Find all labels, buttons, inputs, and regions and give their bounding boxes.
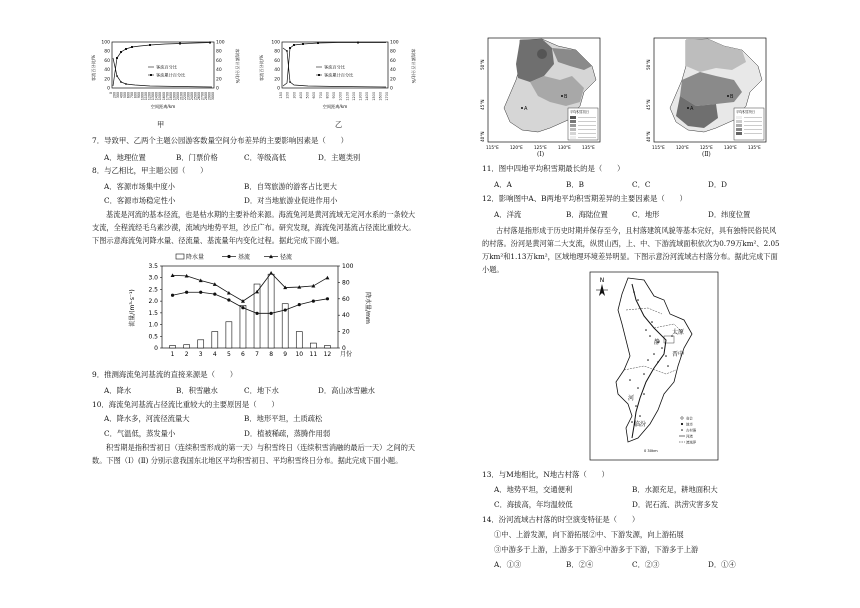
jia-xlabel: 空间距离/km	[150, 104, 176, 109]
xtick: 700	[130, 92, 135, 99]
map2-lon-135: 135°E	[748, 145, 761, 150]
y-axis-label: 流量/(m³·s⁻¹)	[129, 289, 136, 327]
q11-option-b[interactable]: B．B	[566, 180, 585, 189]
map2-lon-125: 125°E	[700, 145, 713, 150]
map1-caption: (Ⅰ)	[537, 151, 545, 158]
q10-option-c[interactable]: C．气温低，蒸发量小	[104, 429, 176, 438]
ytick-label: 1.5	[148, 309, 158, 317]
q11-stem: 11．图中四地平均积雪期最长的是（ ）	[482, 164, 625, 173]
ytick-left: 0	[277, 86, 280, 92]
baseflow-point	[312, 300, 315, 303]
map1-lat-50: 50°N	[480, 59, 485, 70]
baseflow-point	[227, 298, 230, 301]
baseflow-point	[284, 308, 287, 311]
yi-legend-1: 客流百分比	[324, 64, 345, 70]
xtick: 1700	[385, 92, 389, 101]
runoff-point	[325, 276, 329, 280]
map1-point-b: B	[564, 94, 568, 100]
ytick-left: 20	[104, 77, 110, 83]
xtick: 2200	[182, 92, 187, 101]
snow-map-2	[646, 36, 774, 154]
y2tick-label: 80	[342, 279, 350, 287]
baseflow-point	[213, 293, 216, 296]
xtick: 300	[116, 92, 121, 99]
xtick: 200	[112, 92, 117, 99]
fen-river-map	[588, 270, 720, 462]
map1-lon-130: 130°E	[558, 145, 571, 150]
q14-option-c[interactable]: C．②③	[632, 560, 660, 569]
baseflow-point	[270, 312, 273, 315]
q13-stem: 13．与M地相比，N地古村落（ ）	[482, 470, 609, 479]
ytick-label: 2.0	[148, 298, 158, 306]
precip-bar	[198, 340, 204, 348]
xtick: 1300	[151, 92, 156, 101]
xtick: 2800	[203, 92, 208, 101]
snow-map-1	[480, 36, 608, 154]
map1-lon-115: 115°E	[486, 145, 499, 150]
map1-legend-title: 平均积雪初日	[570, 110, 590, 114]
yi-yright-label: 客流累计百分比/%	[411, 48, 416, 84]
svg-text:流域界: 流域界	[686, 440, 697, 445]
q7-option-b[interactable]: B．门票价格	[176, 153, 218, 162]
ytick-label: 0.5	[148, 333, 158, 341]
xtick: 900	[332, 92, 336, 99]
xtick-label: 1	[170, 351, 175, 358]
map2-lat-45: 45°N	[646, 99, 651, 110]
ytick-right: 60	[216, 58, 222, 64]
xtick: 1700	[165, 92, 170, 101]
xtick: 2900	[207, 92, 212, 101]
q7-option-c[interactable]: C．等级高低	[244, 153, 287, 162]
q8-stem: 8．与乙相比，甲主题公园（ ）	[92, 166, 208, 175]
q14-statement-1: ①中、上游发源，向下游拓展②中、下游发源，向上游拓展	[494, 530, 684, 539]
legend-marker-baseflow	[227, 255, 230, 258]
legend-label-precip: 降水量	[186, 254, 205, 261]
ytick-left: 40	[274, 68, 280, 74]
q12-option-a[interactable]: A．洋流	[494, 210, 522, 219]
y2tick-label: 0	[342, 345, 346, 352]
baseflow-point	[255, 312, 258, 315]
xtick: 400	[119, 92, 124, 99]
q7-option-d[interactable]: D．主题类别	[318, 153, 361, 162]
q10-option-b[interactable]: B．地形平坦，土质疏松	[244, 414, 323, 423]
xtick-label: 3	[198, 351, 203, 358]
runoff-line	[173, 273, 328, 301]
yi-caption: 乙	[335, 120, 343, 129]
q14-option-d[interactable]: D．①④	[708, 560, 736, 569]
xtick-label: 5	[226, 351, 231, 358]
xtick: 1200	[147, 92, 152, 101]
map1-point-a: A	[524, 106, 528, 112]
q9-option-c[interactable]: C．地下水	[244, 386, 279, 395]
precip-bar	[184, 345, 190, 348]
ytick-right: 40	[216, 68, 222, 74]
q9-option-d[interactable]: D．高山冰雪融水	[318, 386, 375, 395]
ytick-right: 60	[390, 58, 396, 64]
xtick-label: 10	[295, 351, 304, 358]
xtick: 800	[133, 92, 138, 99]
jia-legend-2: 客流累计百分比	[156, 72, 186, 78]
q14-option-b[interactable]: B．②④	[566, 560, 594, 569]
q14-statement-2: ③中游多于上游，上游多于下游④中游多于下游，下游多于上游	[494, 545, 699, 554]
q8-option-a[interactable]: A．客源市场集中度小	[104, 182, 175, 191]
q10-stem: 10．海流兔河基流占径流比重较大的主要原因是（ ）	[92, 400, 279, 409]
q10-option-a[interactable]: A．降水多，河流径流量大	[104, 414, 190, 423]
xtick: 1500	[158, 92, 163, 101]
ytick-label: 0	[154, 345, 158, 352]
ytick-left: 0	[107, 86, 110, 92]
ytick-right: 0	[216, 86, 219, 92]
q7-stem: 7．导致甲、乙两个主题公园游客数量空间分布差异的主要影响因素是（ ）	[92, 136, 348, 145]
xtick: 2600	[196, 92, 201, 101]
q8-option-c[interactable]: C．客源市场稳定性小	[104, 196, 176, 205]
ytick-label: 2.5	[148, 286, 158, 294]
place-linfen: 临汾	[634, 421, 647, 428]
xtick: 1600	[161, 92, 166, 101]
yi-legend-2: 客流累计百分比	[324, 72, 354, 78]
passage-baseflow: 基流是河流的基本径流，也是枯水期的主要补给来源。海流兔河是黄河流域无定河水系的一条较大支流，全程流经毛乌素沙漠，流域内地势平坦，沙丘广布。研究发现，海流兔河基流占径流比重较大。下图示意海流兔河降水量、径流量、基流量年内变化过程。据此完成下面小题。	[92, 210, 416, 245]
q12-stem: 12．影响图中A、B两地平均积雪期差异的主要因素是（ ）	[482, 194, 687, 203]
ytick-right: 40	[390, 68, 396, 74]
q13-option-b[interactable]: B．水源充足，耕地面积大	[632, 485, 718, 494]
xtick: 1400	[154, 92, 159, 101]
y2tick-label: 40	[342, 312, 350, 320]
y2tick-label: 100	[342, 263, 354, 270]
q12-option-b[interactable]: B．海陆位置	[566, 210, 608, 219]
place-jing: 静	[654, 339, 661, 346]
baseflow-line	[173, 292, 328, 313]
runoff-point	[241, 299, 245, 303]
xtick: 1800	[168, 92, 173, 101]
y2-axis-label: 降水量/mm	[364, 292, 371, 324]
xtick: 500	[123, 92, 128, 99]
map1-lon-135: 135°E	[582, 145, 595, 150]
place-he: 河	[628, 395, 635, 402]
map2-legend-title: 平均积雪终日	[736, 110, 756, 114]
xtick-label: 11	[309, 351, 318, 358]
xtick-label: 4	[212, 351, 217, 358]
xtick: 1100	[144, 92, 149, 101]
xtick: 2300	[186, 92, 191, 101]
svg-text:河流: 河流	[686, 434, 693, 439]
ytick-left: 100	[271, 40, 280, 46]
xtick: 600	[312, 92, 317, 99]
ytick-left: 40	[104, 68, 110, 74]
xtick-label: 12	[323, 351, 332, 358]
plot-frame	[162, 266, 338, 348]
ytick-left: 100	[101, 40, 110, 46]
map2-caption: (Ⅱ)	[702, 151, 711, 158]
xtick: 2000	[175, 92, 180, 101]
figure-jia	[90, 38, 240, 116]
precip-bar	[226, 322, 232, 348]
xtick: 600	[126, 92, 131, 99]
q8-option-d[interactable]: D．对当地旅游业促进作用小	[244, 196, 338, 205]
svg-text:省会: 省会	[686, 416, 693, 421]
precip-bar	[324, 346, 330, 348]
scale-bar: 0 30km	[644, 449, 658, 453]
xtick-label: 6	[241, 351, 245, 358]
svg-text:地市: 地市	[686, 422, 693, 427]
north-label: N	[599, 277, 605, 284]
ytick-label: 1.0	[148, 321, 158, 329]
baseflow-point	[185, 291, 188, 294]
map2-lon-120: 120°E	[676, 145, 689, 150]
xtick: 1100	[345, 92, 350, 101]
map2-point-b: B	[730, 94, 734, 100]
baseflow-point	[241, 306, 244, 309]
yi-xticks	[279, 92, 389, 101]
xtick: 0	[109, 92, 113, 95]
precip-bar	[240, 305, 246, 348]
q8-option-b[interactable]: B．自驾旅游的游客占比更大	[244, 182, 337, 191]
q9-stem: 9．推测海流兔河基流的直接来源是（ ）	[92, 370, 238, 379]
xtick: 300	[292, 92, 297, 99]
q11-option-a[interactable]: A．A	[494, 180, 512, 189]
map2-lat-50: 50°N	[646, 59, 651, 70]
y2tick-label: 20	[342, 328, 350, 336]
runoff-point	[227, 291, 231, 295]
xtick: 2100	[179, 92, 184, 101]
xtick: 800	[325, 92, 330, 99]
ytick-left: 60	[104, 58, 110, 64]
xtick: 400	[298, 92, 303, 99]
xtick-label: 7	[255, 351, 259, 358]
precip-bar	[212, 332, 218, 348]
map1-lat-40: 40°N	[480, 131, 485, 142]
ytick-right: 20	[216, 77, 222, 83]
ytick-right: 20	[390, 77, 396, 83]
ytick-right: 80	[216, 49, 222, 55]
precip-bar	[170, 346, 176, 348]
precip-bar	[268, 274, 274, 348]
xtick: 1300	[358, 92, 363, 101]
ytick-left: 80	[104, 49, 110, 55]
yi-xlabel: 空间距离/km	[322, 104, 348, 109]
map1-lon-125: 125°E	[534, 145, 547, 150]
xtick: 150	[279, 92, 283, 99]
q11-option-c[interactable]: C．C	[632, 180, 651, 189]
q9-option-b[interactable]: B．积雪融水	[176, 386, 218, 395]
q13-option-d[interactable]: D．泥石流、洪涝灾害多发	[632, 500, 719, 509]
map2-lon-130: 130°E	[724, 145, 737, 150]
legend-swatch-precip	[176, 254, 184, 259]
baseflow-point	[326, 297, 329, 300]
xtick: 1400	[365, 92, 370, 101]
q12-option-d[interactable]: D．纬度位置	[708, 210, 751, 219]
precip-bar	[310, 343, 316, 348]
x-axis-label: 月份	[340, 351, 353, 358]
xtick: 700	[318, 92, 323, 99]
q12-option-c[interactable]: C．地形	[632, 210, 660, 219]
svg-text:古村落: 古村落	[686, 428, 697, 433]
xtick: 1900	[172, 92, 177, 101]
legend-label-baseflow: 基流	[238, 254, 251, 261]
figure-yi	[258, 38, 418, 116]
xtick-label: 9	[283, 351, 288, 358]
y2tick-label: 60	[342, 295, 350, 303]
ytick-right: 80	[390, 49, 396, 55]
passage-snow: 积雪期是指积雪初日（连续积雪形成的第一天）与积雪终日（连续积雪消融的最后一天）之间的天数。下图（Ⅰ）(Ⅱ) 分别示意我国东北地区平均积雪初日、平均积雪终日分布。据此完成下面小题。	[92, 443, 416, 465]
q7-option-a[interactable]: A．地理位置	[104, 153, 146, 162]
ytick-right: 100	[216, 40, 225, 46]
q14-stem: 14．汾河流域古村落的时空演变特征是（ ）	[482, 515, 640, 524]
xtick: 1500	[371, 92, 376, 101]
q11-option-d[interactable]: D．D	[708, 180, 727, 189]
baseflow-point	[171, 294, 174, 297]
xtick: 2500	[193, 92, 198, 101]
ytick-left: 80	[274, 49, 280, 55]
q13-option-a[interactable]: A．地势平坦，交通便利	[494, 485, 573, 494]
legend-label-runoff: 径流	[280, 254, 293, 261]
ytick-label: 3.0	[148, 274, 158, 282]
baseflow-chart	[124, 252, 374, 364]
xtick: 1200	[351, 92, 356, 101]
baseflow-point	[199, 291, 202, 294]
ytick-label: 3.5	[148, 263, 158, 270]
map1-lat-45: 45°N	[480, 99, 485, 110]
q13-option-c[interactable]: C．海拔高，年均温较低	[494, 500, 573, 509]
map2-lat-40: 40°N	[646, 131, 651, 142]
precip-bar	[296, 332, 302, 348]
jia-caption: 甲	[157, 120, 165, 129]
xtick: 2700	[200, 92, 205, 101]
xtick-label: 8	[269, 351, 274, 358]
ytick-left: 60	[274, 58, 280, 64]
yi-yleft-label: 客流百分比/%	[259, 54, 264, 82]
map2-point-a: A	[690, 106, 694, 112]
map2-lon-115: 115°E	[652, 145, 665, 150]
q10-option-d[interactable]: D．植被稀疏，蒸腾作用弱	[244, 429, 331, 438]
jia-legend-1: 客流百分比	[156, 64, 177, 70]
runoff-point	[269, 271, 273, 275]
jia-yleft-label: 客流百分比/%	[91, 54, 96, 82]
place-taiyuan: 太原	[672, 329, 685, 336]
xtick: 1600	[378, 92, 383, 101]
xtick-label: 2	[184, 351, 189, 358]
xtick: 2400	[189, 92, 194, 101]
map1-lon-120: 120°E	[510, 145, 523, 150]
xtick: 900	[137, 92, 142, 99]
jia-xticks	[109, 92, 215, 100]
ytick-left: 20	[274, 77, 280, 83]
q9-option-a[interactable]: A．降水	[104, 386, 132, 395]
ytick-right: 0	[390, 86, 393, 92]
baseflow-point	[298, 303, 301, 306]
passage-fen-river: 古村落是指形成于历史时期并保存至今，且村落建筑风貌等基本完好，具有独特民俗民风的村落。汾河是黄河第二大支流，纵贯山西，上、中、下游流域面积依次为0.79万km²、2.05万km²和1.13万km²，区域地理环境差异明显。下图示意汾河流域古村落分布。据此完成下面小题。	[482, 226, 780, 274]
xtick: 500	[305, 92, 310, 99]
q14-option-a[interactable]: A．①③	[494, 560, 522, 569]
jia-yright-label: 客流累计百分比/%	[235, 48, 240, 84]
xtick: 1000	[140, 92, 145, 101]
xtick: 1000	[338, 92, 343, 101]
place-jinzhong: 晋中	[672, 351, 685, 358]
ytick-right: 100	[390, 40, 399, 46]
xtick: 200	[285, 92, 290, 99]
xtick: 3000	[211, 92, 215, 101]
